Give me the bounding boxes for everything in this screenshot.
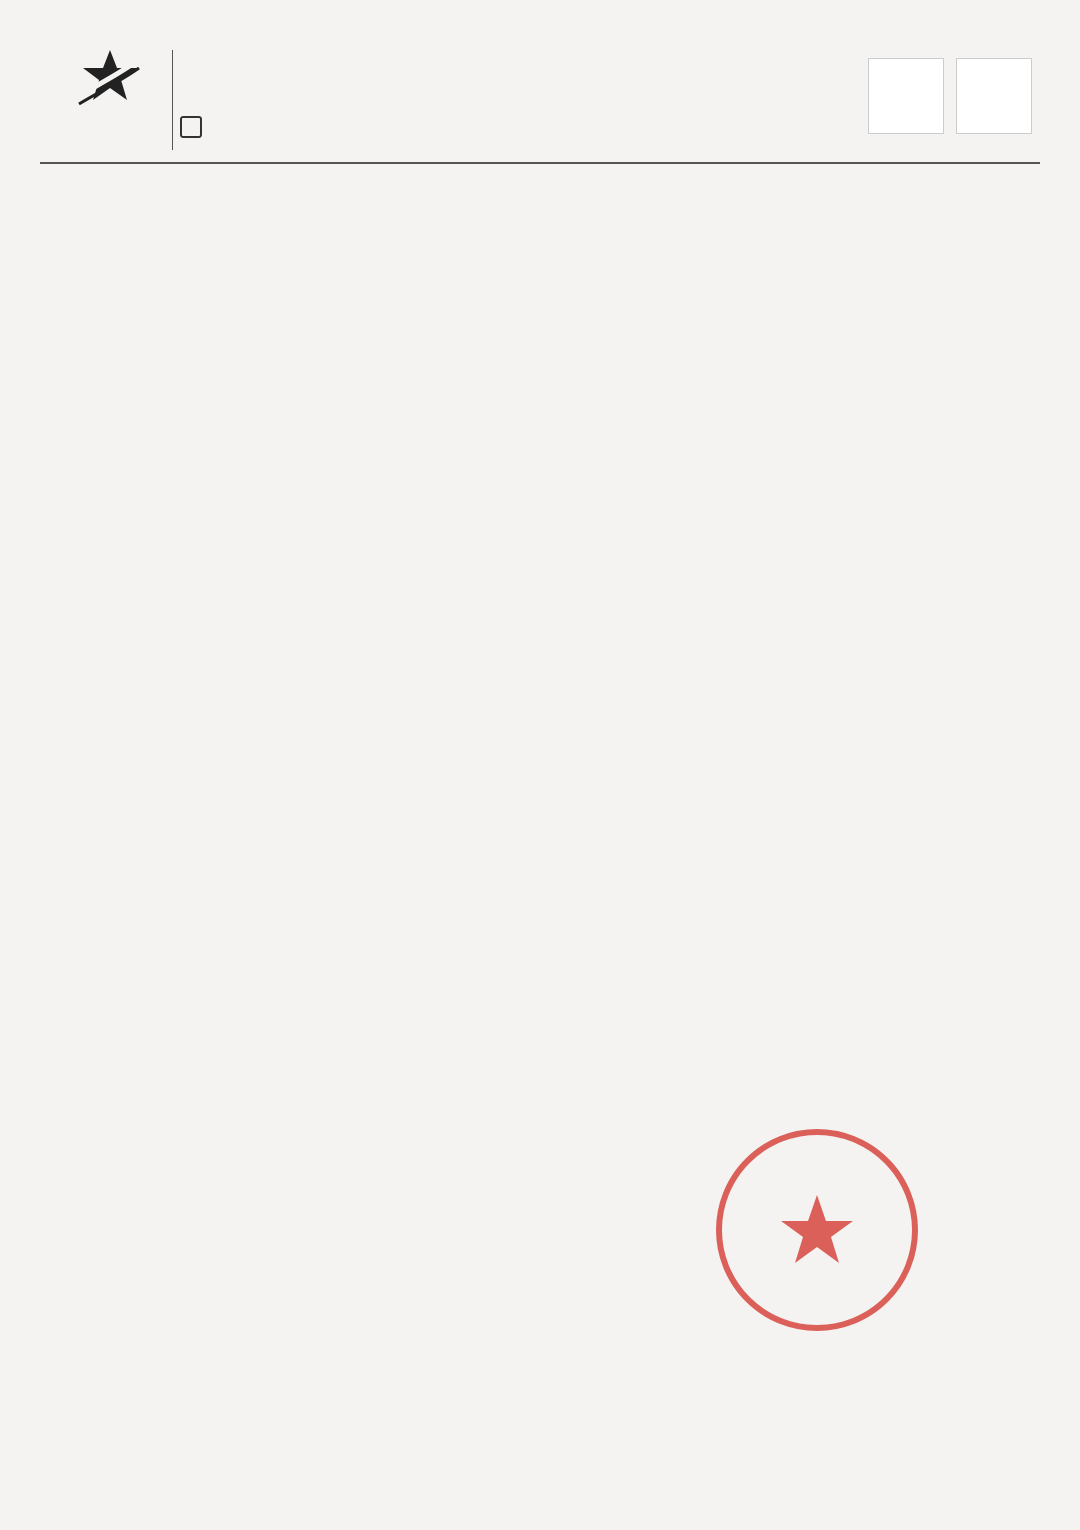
footer-address-row (282, 1402, 1062, 1431)
friendly-shandong-logo (180, 52, 290, 152)
footer-web-row (282, 1460, 1062, 1489)
hotel-logo (55, 48, 165, 153)
footer-phone-row (282, 1431, 1062, 1460)
qr-wechat (868, 58, 944, 140)
qr-weibo (956, 58, 1032, 140)
footer-contact (282, 1402, 1062, 1489)
qr-code-icon (956, 58, 1032, 134)
official-seal-stamp (712, 1125, 922, 1335)
header-rule (40, 162, 1040, 164)
logo-divider (172, 50, 173, 150)
star-swoosh-icon (77, 48, 143, 106)
qr-code-icon (868, 58, 944, 134)
meander-border (0, 1357, 1080, 1391)
letterhead (0, 0, 1080, 168)
brand-seal-icon (180, 116, 202, 138)
